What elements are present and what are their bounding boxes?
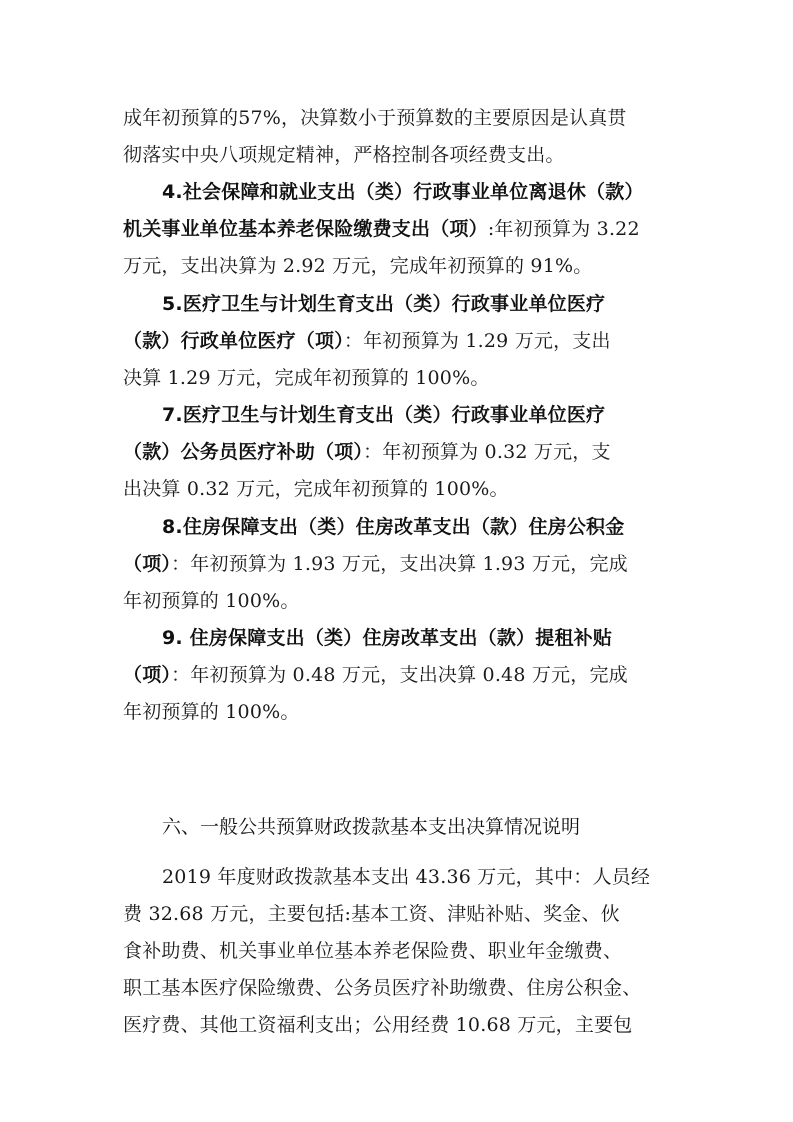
item-9-text: ：年初预算为 0.48 万元，支出决算 0.48 万元，完成 [171,664,628,686]
item-5-line2 [123,329,675,353]
paragraph-line: 2019 年度财政拨款基本支出 43.36 万元，其中：人员经 [162,866,651,888]
section-heading: 六、一般公共预算财政拨款基本支出决算情况说明 [162,816,581,838]
item-7-line2 [123,440,675,464]
item-7-title: 7.医疗卫生与计划生育支出（类）行政事业单位医疗 [162,404,606,426]
item-8-text: ：年初预算为 1.93 万元，支出决算 1.93 万元，完成 [171,553,628,575]
item-9-line3: 年初预算的 100%。 [123,701,300,723]
paragraph-line: 彻落实中央八项规定精神，严格控制各项经费支出。 [123,144,565,166]
item-5-title-cont: （款）行政单位医疗（项） [123,330,344,352]
item-8-title: 8.住房保障支出（类）住房改革支出（款）住房公积金 [162,516,625,538]
item-4-title: 4.社会保障和就业支出（类）行政事业单位离退休（款） [162,181,644,203]
paragraph-line: 医疗费、其他工资福利支出；公用经费 10.68 万元，主要包 [123,1014,633,1036]
item-7-title-cont: （款）公务员医疗补助（项） [123,441,364,463]
paragraph-line: 职工基本医疗保险缴费、公务员医疗补助缴费、住房公积金、 [123,977,642,999]
paragraph-line: 食补助费、机关事业单位基本养老保险费、职业年金缴费、 [123,940,623,962]
item-7-line3: 出决算 0.32 万元，完成年初预算的 100%。 [123,478,509,500]
item-4-text: :年初预算为 3.22 [487,218,640,240]
paragraph-line: 费 32.68 万元，主要包括:基本工资、津贴补贴、奖金、伙 [123,903,620,925]
item-5-text: ：年初预算为 1.29 万元，支出 [343,330,611,352]
item-4-line2 [123,217,675,241]
item-9-line2 [123,663,675,687]
item-5-title: 5.医疗卫生与计划生育支出（类）行政事业单位医疗 [162,293,606,315]
item-4-title-cont: 机关事业单位基本养老保险缴费支出（项） [123,218,488,240]
item-8-title-cont: （项） [123,553,172,575]
item-9-title-cont: （项） [123,664,172,686]
item-8-line3: 年初预算的 100%。 [123,590,300,612]
item-5-line3: 决算 1.29 万元，完成年初预算的 100%。 [123,367,490,389]
item-9-title: 9. 住房保障支出（类）住房改革支出（款）提租补贴 [162,627,613,649]
item-8-line2 [123,552,675,576]
item-4-line3: 万元，支出决算为 2.92 万元，完成年初预算的 91%。 [123,255,593,277]
paragraph-line: 成年初预算的57%，决算数小于预算数的主要原因是认真贯 [123,107,627,129]
item-7-text: ：年初预算为 0.32 万元，支 [363,441,611,463]
